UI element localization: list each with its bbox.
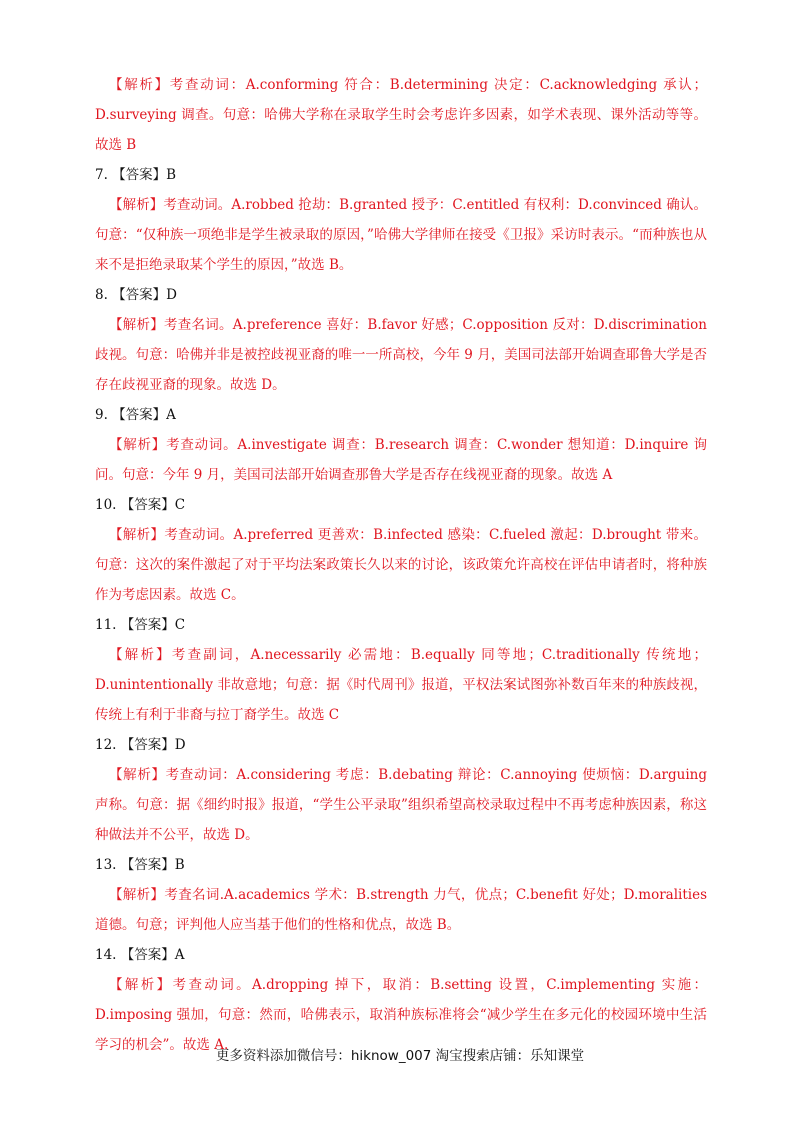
explanation-text: 【解析】考查动词。A.preferred 更善欢：B.infected 感染：C.fueled 激起：D.brought 带来。句意：这次的案件激起了对于平均法案政策长久以来的讨论，该政策允许高校在评估申请者时，将种族作为考虑因素。故选 C。 [95, 527, 707, 603]
answer-line: 10. 【答案】C [95, 497, 186, 513]
answer-line: 8. 【答案】D [95, 287, 177, 303]
explanation-text: 【解析】考查动词：A.conforming 符合：B.determining 决定：C.acknowledging 承认；D.surveying 调查。句意：哈佛大学称在录取学生时会考虑许多因素，如学术表现、课外活动等等。故选 B [95, 77, 707, 153]
answer-item [95, 400, 707, 490]
explanation-text: 【解析】考查动词：A.considering 考虑：B.debating 辩论：C.annoying 使烦恼：D.arguing 声称。句意：据《细约时报》报道，“学生公平录取”组织希望高校录取过程中不再考虑种族因素，称这种做法并不公平，故选 D。 [95, 767, 707, 843]
answer-line: 11. 【答案】C [95, 617, 186, 633]
explanation-text: 【解析】考查副词，A.necessarily 必需地：B.equally 同等地；C.traditionally 传统地；D.unintentionally 非故意地；句意：据《时代周刊》报道，平权法案试图弥补数百年来的种族歧视，传统上有利于非裔与拉丁裔学生。故选 C [95, 647, 707, 723]
answer-item [95, 70, 707, 160]
page-footer: 更多资料添加微信号：hiknow_007 淘宝搜索店铺：乐知课堂 [215, 1048, 585, 1064]
answer-item [95, 160, 707, 280]
explanation-text: 【解析】考查名词。A.preference 喜好：B.favor 好感；C.opposition 反对：D.discrimination 歧视。句意：哈佛并非是被控歧视亚裔的唯一一所高校，今年 9 月，美国司法部开始调查耶鲁大学是否存在歧视亚裔的现象。故选 D。 [95, 317, 707, 393]
answer-line: 14. 【答案】A [95, 947, 185, 963]
answer-line: 7. 【答案】B [95, 167, 177, 183]
explanation-text: 【解析】考查动词。A.dropping 掉下，取消：B.setting 设置，C.implementing 实施：D.imposing 强加，句意：然而，哈佛表示，取消种族标准将会“减少学生在多元化的校园环境中生活学习的机会”。故选 A. [95, 977, 707, 1053]
answer-line: 13. 【答案】B [95, 857, 185, 873]
answer-item [95, 940, 707, 1060]
answer-item [95, 280, 707, 400]
explanation-text: 【解析】考查动词。A.robbed 抢劫：B.granted 授予：C.entitled 有权利：D.convinced 确认。句意：“仅种族一项绝非是学生被录取的原因，”哈佛大学律师在接受《卫报》采访时表示。“而种族也从来不是拒绝录取某个学生的原因，”故选 B。 [95, 197, 707, 273]
explanation-text: 【解析】考查动词。A.investigate 调查：B.research 调查：C.wonder 想知道：D.inquire 询问。句意：今年 9 月，美国司法部开始调查那鲁大学是否存在线视亚裔的现象。故选 A [95, 437, 707, 483]
answer-item [95, 850, 707, 940]
explanation-text: 【解析】考査名词.A.academics 学术：B.strength 力气，优点；C.benefit 好处；D.moralities 道德。句意；评判他人应当基于他们的性格和优点，故选 B。 [95, 887, 707, 933]
answer-item [95, 610, 707, 730]
answer-explanations [95, 70, 707, 1060]
answer-line: 12. 【答案】D [95, 737, 186, 753]
answer-line: 9. 【答案】A [95, 407, 176, 423]
answer-item [95, 490, 707, 610]
answer-item [95, 730, 707, 850]
